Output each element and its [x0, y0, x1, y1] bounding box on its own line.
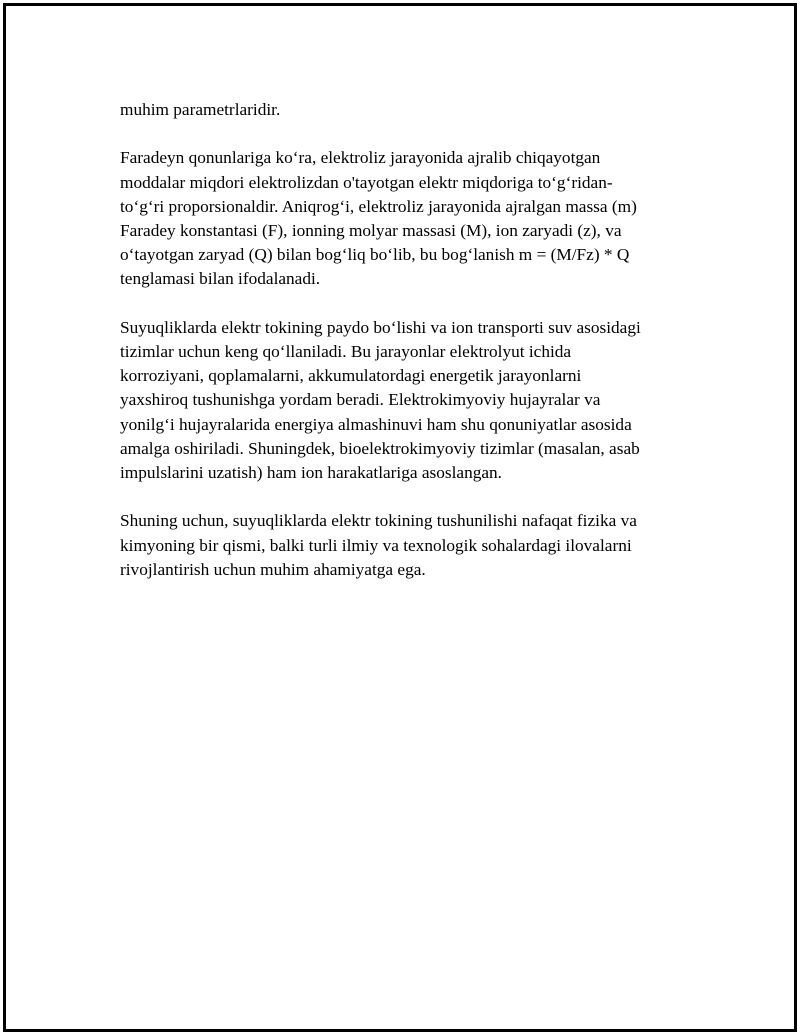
text-line: o‘tayotgan zaryad (Q) bilan bog‘liq bo‘lib, bu bog‘lanish m = (M/Fz) * Q [120, 245, 630, 265]
text-line: moddalar miqdori elektrolizdan o'tayotgan elektr miqdoriga to‘g‘ridan- [120, 172, 613, 192]
text-line: tizimlar uchun keng qo‘llaniladi. Bu jarayonlar elektrolyut ichida [120, 342, 572, 361]
page-frame [3, 3, 797, 1032]
text-line: Suyuqliklarda elektr tokining paydo bo‘lishi va ion transporti suv asosidagi [120, 317, 641, 337]
text-line: Faradey konstantasi (F), ionning molyar massasi (M), ion zaryadi (z), va [120, 221, 622, 240]
text-line: Shuning uchun, suyuqliklarda elektr tokining tushunilishi nafaqat fizika va [120, 511, 637, 531]
text-line: yonilg‘i hujayralarida energiya almashinuvi ham shu qonuniyatlar asosida [120, 414, 632, 434]
paragraph-2 [120, 146, 680, 291]
text-line: kimyoning bir qismi, balki turli ilmiy va texnologik sohalardagi ilovalarni [120, 535, 632, 555]
text-line: yaxshiroq tushunishga yordam beradi. Elektrokimyoviy hujayralar va [120, 390, 601, 410]
text-line: tenglamasi bilan ifodalanadi. [120, 269, 321, 289]
text-line: Faradeyn qonunlariga ko‘ra, elektroliz jarayonida ajralib chiqayotgan [120, 148, 601, 168]
document-body [120, 98, 680, 606]
text-line: rivojlantirish uchun muhim ahamiyatga ega. [120, 559, 426, 579]
text-line: impulslarini uzatish) ham ion harakatlariga asoslangan. [120, 463, 502, 483]
paragraph-1 [120, 98, 680, 122]
text-line: korroziyani, qoplamalarni, akkumulatordagi energetik jarayonlarni [120, 366, 582, 386]
text-line: amalga oshiriladi. Shuningdek, bioelektrokimyoviy tizimlar (masalan, asab [120, 438, 640, 458]
text-line: to‘g‘ri proporsionaldir. Aniqrog‘i, elektroliz jarayonida ajralgan massa (m) [120, 196, 637, 216]
paragraph-4 [120, 509, 680, 582]
paragraph-3 [120, 316, 680, 485]
text-line: muhim parametrlaridir. [120, 100, 281, 119]
